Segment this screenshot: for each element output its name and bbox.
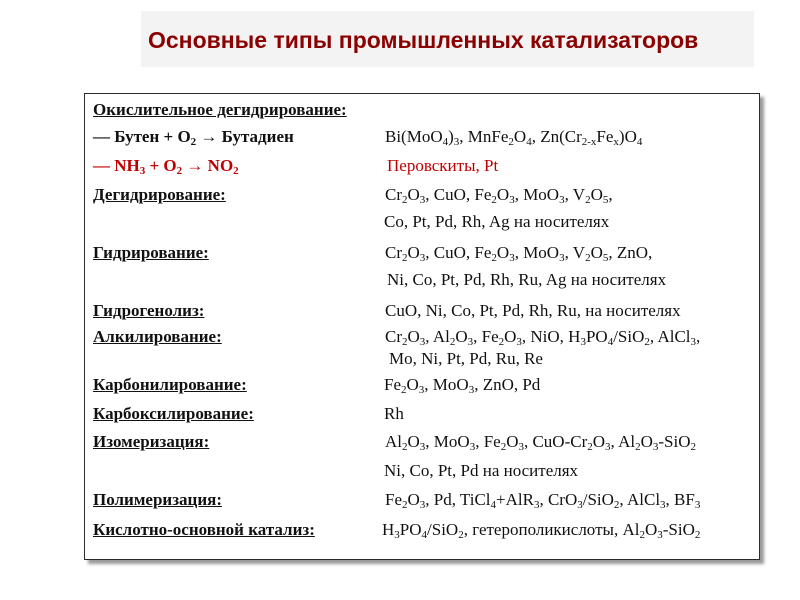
catalyst-value: $Fe_2O_3$, MoO$_3$, ZnO, Pd [384,375,541,396]
section-label: Гидрирование: [93,243,209,262]
section-label: Дегидрирование: [93,185,226,204]
catalyst-value: $H_3PO_4/SiO_2$, гетерополикислоты, $Al_2O_3-SiO_2$ [382,520,701,541]
catalyst-value: $Bi(MoO_4)_3$, $MnFe_2O_4$, $Zn(Cr_{2-x}Fe_x)O_4$ [385,127,643,148]
catalyst-value: Rh [384,404,404,423]
catalyst-value: Ni, Co, Pt, Pd на носителях [384,461,579,480]
catalyst-value: Ni, Co, Pt, Pd, Rh, Ru, Ag на носителях [387,270,667,289]
section-label: Карбонилирование: [93,375,247,394]
section-label: Изомеризация: [93,432,210,451]
catalyst-value: Перовскиты, Pt [387,156,499,175]
catalyst-value: $Cr_2O_3$, CuO, $Fe_2O_3$, MoO$_3$, $V_2O_5$, [385,185,613,206]
section-label: Кислотно-основной катализ: [93,520,315,539]
page-title: Основные типы промышленных катализаторов [148,27,699,53]
section-label: — $NH_3 + O_2 \to NO_2$ [93,156,239,177]
catalyst-value: $Cr_2O_3$, $Al_2O_3$, $Fe_2O_3$, NiO, $H_3PO_4/SiO_2$, AlCl$_3$, [385,327,701,348]
section-label: Алкилирование: [93,327,222,346]
section-label: — Бутен + $O_2$ → Бутадиен [93,127,294,148]
section-label: Карбоксилирование: [93,404,254,423]
catalyst-value: Mo, Ni, Pt, Pd, Ru, Re [389,349,543,368]
section-label: Полимеризация: [93,490,222,509]
catalyst-value: Co, Pt, Pd, Rh, Ag на носителях [384,212,610,231]
catalyst-value: $Fe_2O_3$, Pd, TiCl$_4$+AlR$_3$, CrO$_3$/SiO$_2$, AlCl$_3$, $BF_3$ [385,490,701,511]
catalyst-value: $Cr_2O_3$, CuO, $Fe_2O_3$, MoO$_3$, $V_2O_5$, ZnO, [385,243,653,264]
catalyst-value: CuO, Ni, Co, Pt, Pd, Rh, Ru, на носителях [385,301,681,320]
catalyst-value: $Al_2O_3$, MoO$_3$, $Fe_2O_3$, CuO-$Cr_2O_3$, $Al_2O_3-SiO_2$ [385,432,696,453]
section-label: Окислительное дегидрирование: [93,100,347,119]
section-label: Гидрогенолиз: [93,301,205,320]
